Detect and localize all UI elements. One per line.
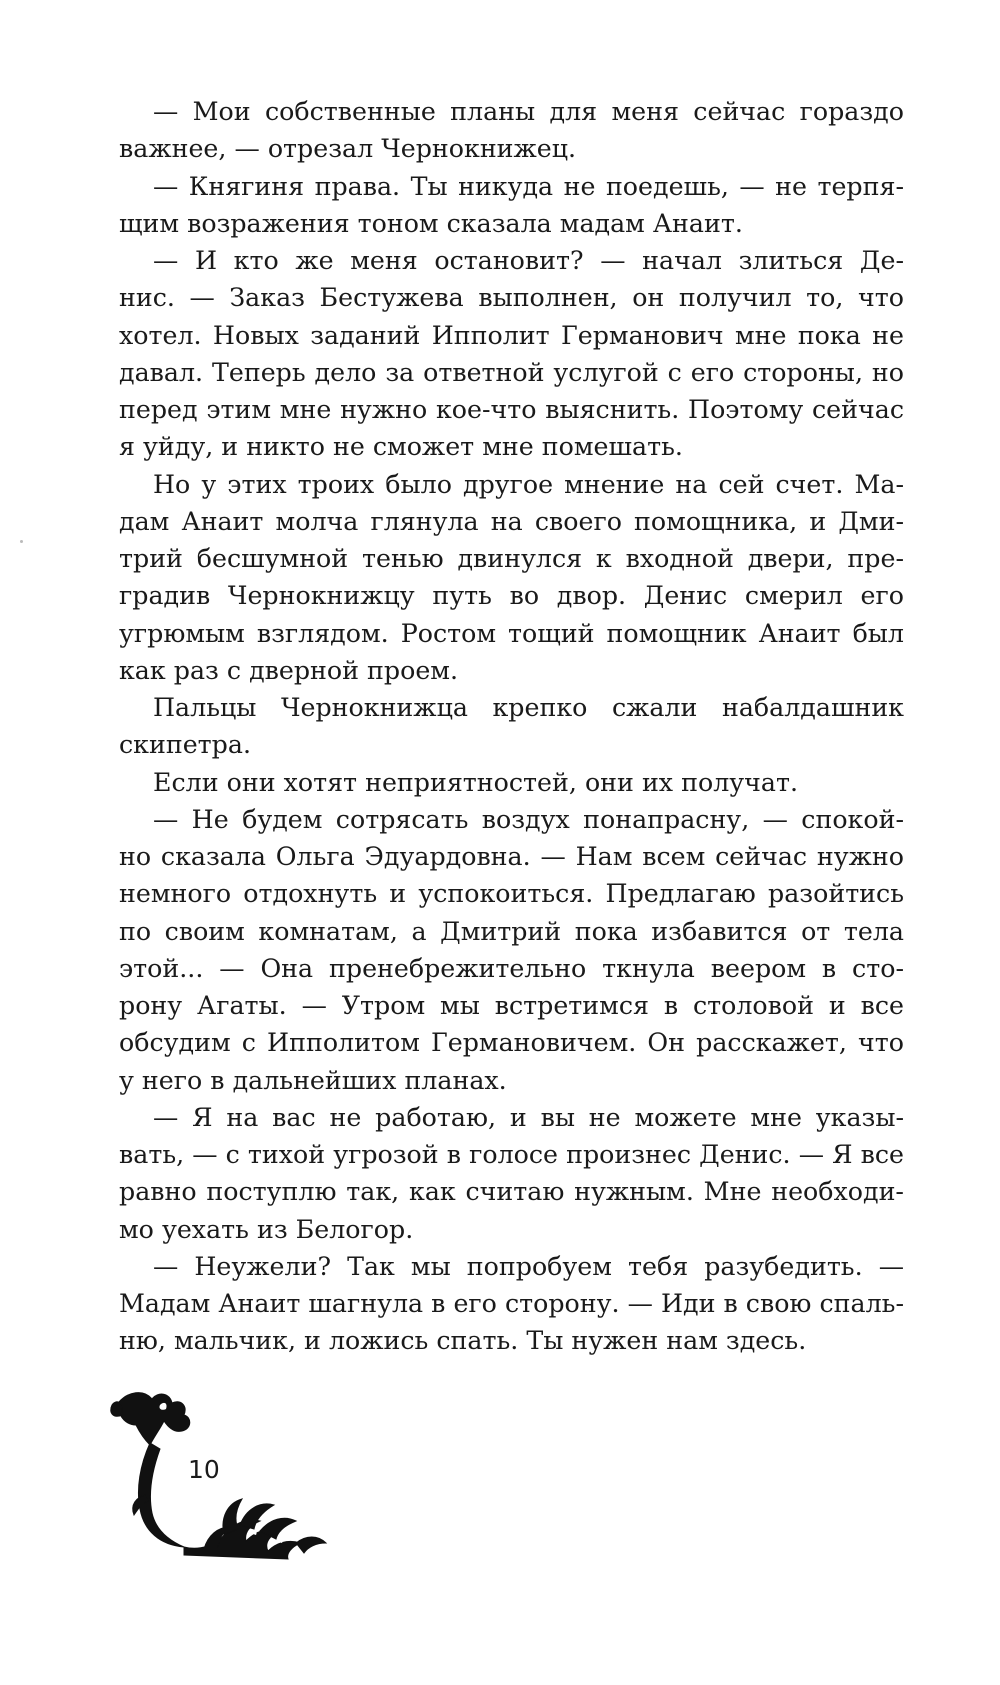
text-line: Пальцы Чернокнижца крепко сжали набалдашник (153, 693, 904, 722)
text-line: как раз с дверной проем. (119, 655, 459, 685)
text-line: Мадам Анаит шагнула в его сторону. — Иди в свою спаль- (119, 1289, 904, 1318)
text-line: вать, — с тихой угрозой в голосе произнес Денис. — Я все (119, 1140, 904, 1169)
body-text (119, 93, 904, 1360)
text-line: — Княгиня права. Ты никуда не поедешь, — не терпя- (153, 171, 904, 201)
text-line: равно поступлю так, как считаю нужным. Мне необходи- (119, 1177, 904, 1207)
text-line: обсудим с Ипполитом Германовичем. Он расскажет, что (119, 1028, 904, 1058)
text-line: перед этим мне нужно кое-что выяснить. Поэтому сейчас (119, 395, 904, 424)
text-line: трий бесшумной тенью двинулся к входной двери, пре- (119, 544, 904, 573)
text-line: этой... — Она пренебрежительно ткнула веером в сто- (119, 953, 904, 983)
text-line: угрюмым взглядом. Ростом тощий помощник Анаит был (119, 618, 904, 648)
text-line: хотел. Новых заданий Ипполит Германович мне пока не (119, 320, 904, 350)
text-line: по своим комнатам, а Дмитрий пока избавится от тела (119, 916, 904, 946)
text-line: Если они хотят неприятностей, они их получат. (153, 767, 798, 797)
text-line: градив Чернокнижцу путь во двор. Денис смерил его (119, 581, 904, 611)
text-line: ню, мальчик, и ложись спать. Ты нужен нам здесь. (119, 1326, 807, 1356)
text-line: щим возражения тоном сказала мадам Анаит. (119, 208, 743, 238)
text-line: рону Агаты. — Утром мы встретимся в столовой и все (119, 991, 904, 1020)
text-line: — Я на вас не работаю, и вы не можете мне указы- (153, 1102, 904, 1132)
text-line: Но у этих троих было другое мнение на сей счет. Ма- (153, 469, 904, 499)
text-line: важнее, — отрезал Чернокнижец. (119, 134, 577, 164)
text-line: давал. Теперь дело за ответной услугой с его стороны, но (119, 357, 904, 387)
page-number: 10 (188, 1455, 220, 1484)
text-line: — Неужели? Так мы попробуем тебя разубедить. — (153, 1251, 904, 1281)
text-line: но сказала Ольга Эдуардовна. — Нам всем сейчас нужно (119, 842, 904, 871)
text-line: немного отдохнуть и успокоиться. Предлагаю разойтись (119, 879, 904, 909)
margin-speck (20, 540, 23, 543)
text-line: я уйду, и никто не сможет мне помешать. (119, 432, 683, 462)
text-line: — Не будем сотрясать воздух понапрасну, — спокой- (153, 804, 904, 834)
text-line: дам Анаит молча глянула на своего помощника, и Дми- (119, 506, 904, 536)
text-line: — Мои собственные планы для меня сейчас гораздо (153, 97, 904, 126)
text-line: скипетра. (119, 730, 251, 760)
text-line: мо уехать из Белогор. (119, 1214, 414, 1244)
text-line: — И кто же меня остановит? — начал злиться Де- (153, 246, 904, 275)
text-line: нис. — Заказ Бестужева выполнен, он получил то, что (119, 283, 904, 313)
text-line: у него в дальнейших планах. (119, 1065, 507, 1095)
